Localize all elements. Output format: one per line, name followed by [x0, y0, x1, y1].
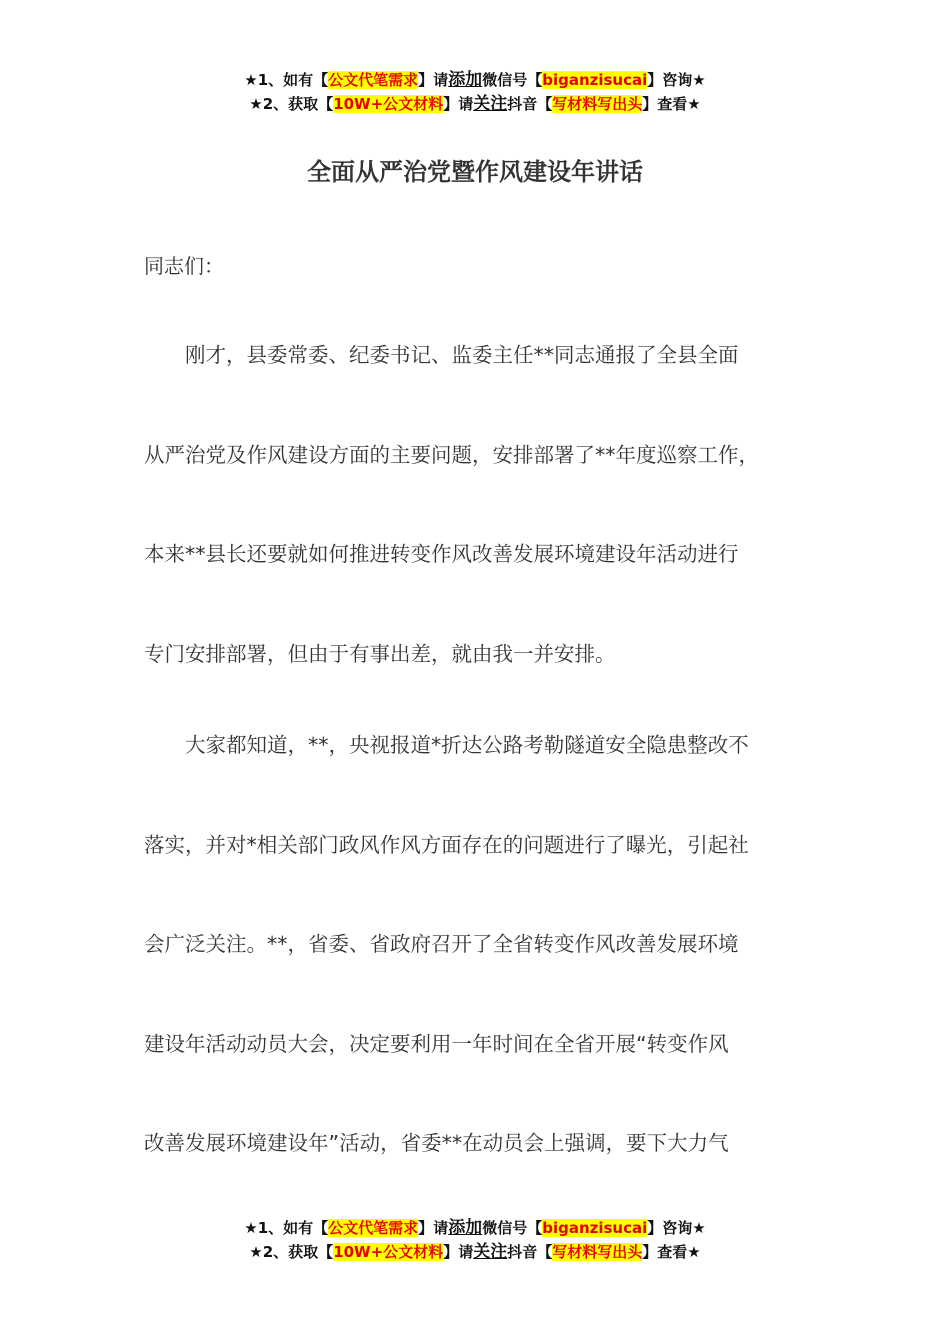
banner-text: 抖音【 — [507, 95, 553, 113]
banner-text: 微信号【 — [482, 71, 543, 89]
banner-highlight: biganzisucai — [542, 1219, 648, 1237]
body-line: 建设年活动动员大会，决定要利用一年时间在全省开展“转变作风 — [144, 1032, 729, 1056]
banner-underline: 关注 — [473, 94, 508, 114]
banner-text: ★2、获取【 — [249, 1243, 334, 1261]
banner-text: 】请 — [418, 71, 449, 89]
body-line: 从严治党及作风建设方面的主要问题，安排部署了**年度巡察工作， — [144, 443, 759, 467]
bottom-banner — [0, 1216, 950, 1264]
banner-text: 】请 — [443, 95, 474, 113]
banner-line-1 — [0, 68, 950, 92]
banner-text: ★1、如有【 — [244, 1219, 329, 1237]
document-title: 全面从严治党暨作风建设年讲话 — [307, 158, 643, 186]
banner-line-1 — [0, 1216, 950, 1240]
banner-text: 】请 — [418, 1219, 449, 1237]
body-line: 大家都知道，**，央视报道*折达公路考勒隧道安全隐患整改不 — [144, 733, 749, 757]
body-line: 专门安排部署，但由于有事出差，就由我一并安排。 — [144, 642, 616, 666]
banner-highlight: 公文代笔需求 — [328, 1219, 419, 1237]
banner-text: ★1、如有【 — [244, 71, 329, 89]
banner-underline: 关注 — [473, 1242, 508, 1262]
banner-text: 】咨询★ — [647, 71, 706, 89]
body-line: 刚才，县委常委、纪委书记、监委主任**同志通报了全县全面 — [144, 343, 739, 367]
banner-text: 】查看★ — [642, 1243, 701, 1261]
banner-underline: 添加 — [448, 1218, 483, 1238]
banner-text: 】咨询★ — [647, 1219, 706, 1237]
greeting: 同志们： — [144, 254, 224, 278]
banner-highlight: 10W+公文材料 — [333, 1243, 444, 1261]
banner-highlight: 公文代笔需求 — [328, 71, 419, 89]
banner-text: 微信号【 — [482, 1219, 543, 1237]
body-line: 落实，并对*相关部门政风作风方面存在的问题进行了曝光，引起社 — [144, 833, 749, 857]
body-line: 会广泛关注。**，省委、省政府召开了全省转变作风改善发展环境 — [144, 932, 739, 956]
banner-highlight: 写材料写出头 — [552, 95, 643, 113]
banner-text: 抖音【 — [507, 1243, 553, 1261]
top-banner — [0, 68, 950, 116]
banner-underline: 添加 — [448, 70, 483, 90]
banner-highlight: 写材料写出头 — [552, 1243, 643, 1261]
banner-text: 】查看★ — [642, 95, 701, 113]
banner-highlight: 10W+公文材料 — [333, 95, 444, 113]
banner-text: 】请 — [443, 1243, 474, 1261]
banner-highlight: biganzisucai — [542, 71, 648, 89]
body-line: 改善发展环境建设年”活动，省委**在动员会上强调，要下大力气 — [144, 1131, 729, 1155]
banner-line-2 — [0, 92, 950, 116]
body-line: 本来**县长还要就如何推进转变作风改善发展环境建设年活动进行 — [144, 542, 739, 566]
banner-text: ★2、获取【 — [249, 95, 334, 113]
banner-line-2 — [0, 1240, 950, 1264]
